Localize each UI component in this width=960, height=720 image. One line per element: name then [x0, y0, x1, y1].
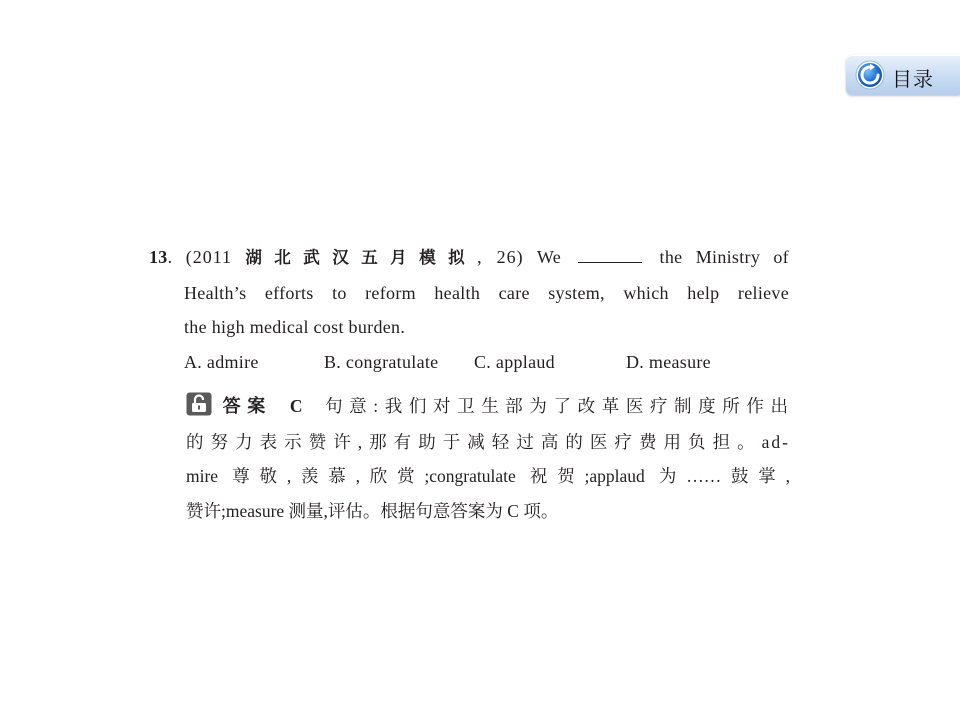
question-line-1: [149, 240, 789, 276]
answer-line-1: [186, 389, 790, 425]
question-number-sep: .: [167, 247, 173, 267]
lock-icon: [186, 392, 212, 416]
refresh-arrow-icon: [855, 60, 885, 90]
stem-before-blank: We: [536, 247, 561, 267]
answer-line-2: 的努力表示赞许,那有助于减轻过高的医疗费用负担。ad-: [186, 431, 790, 452]
answer-line-3: mire 尊敬,羡慕,欣赏;congratulate 祝贺;applaud 为……鼓掌,: [186, 466, 790, 486]
answer-line-4: 赞许;measure 测量,评估。根据句意答案为 C 项。: [186, 500, 559, 521]
answer-blank: [578, 248, 642, 263]
toc-button[interactable]: [846, 55, 960, 95]
option-d: D. measure: [626, 351, 711, 372]
question-source-place: 湖北武汉五月模拟: [245, 248, 478, 267]
question-line-2: Health’s efforts to reform health care system, which help relieve: [184, 282, 789, 303]
answer-block: [186, 389, 790, 528]
question-number: 13: [149, 247, 168, 267]
options-row: [149, 345, 789, 380]
question-source-open: (2011: [185, 247, 233, 267]
question-source-close: , 26): [477, 247, 524, 267]
option-c: C. applaud: [474, 351, 555, 372]
option-a: A. admire: [184, 351, 259, 372]
answer-text-1: 句意:我们对卫生部为了改革医疗制度所作出: [320, 396, 790, 416]
answer-letter: C: [289, 396, 303, 416]
stem-after-blank: the Ministry of: [659, 247, 789, 267]
option-b: B. congratulate: [324, 351, 439, 372]
question-line-3: the high medical cost burden.: [184, 317, 406, 337]
answer-label: 答案: [218, 396, 272, 417]
question-block: [149, 240, 789, 379]
toc-label: 目录: [892, 67, 934, 91]
